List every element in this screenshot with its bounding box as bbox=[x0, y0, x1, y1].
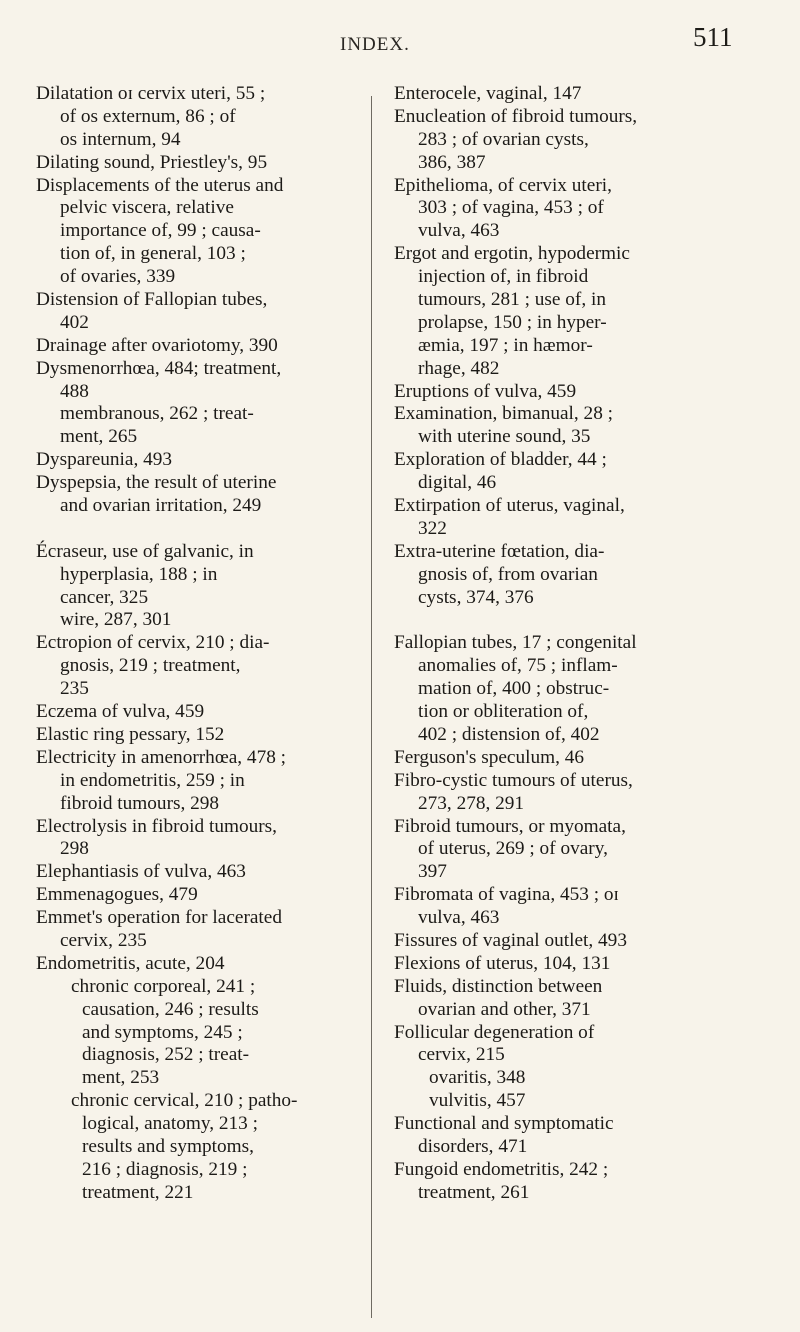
index-subline: hyperplasia, 188 ; in bbox=[60, 563, 218, 585]
index-entry: Ferguson's speculum, 46 bbox=[394, 746, 585, 768]
index-subline: chronic cervical, 210 ; patho- bbox=[71, 1090, 298, 1112]
index-entry: Fissures of vaginal outlet, 493 bbox=[394, 929, 627, 951]
index-subline: treatment, 221 bbox=[82, 1181, 194, 1203]
index-subline: 303 ; of vagina, 453 ; of bbox=[418, 197, 604, 219]
index-subline: mation of, 400 ; obstruc- bbox=[418, 678, 610, 700]
index-subline: causation, 246 ; results bbox=[82, 998, 259, 1020]
index-entry: Fluids, distinction between bbox=[394, 975, 603, 997]
index-entry: Ergot and ergotin, hypodermic bbox=[394, 243, 630, 265]
index-entry: Elephantiasis of vulva, 463 bbox=[36, 861, 246, 883]
index-subline: 488 bbox=[60, 380, 89, 402]
index-entry: Exploration of bladder, 44 ; bbox=[394, 449, 607, 471]
index-entry: Ectropion of cervix, 210 ; dia- bbox=[36, 632, 270, 654]
index-entry: Flexions of uterus, 104, 131 bbox=[394, 952, 611, 974]
index-subline: 273, 278, 291 bbox=[418, 792, 525, 814]
index-subline: disorders, 471 bbox=[418, 1135, 528, 1157]
index-subline: 402 ; distension of, 402 bbox=[418, 723, 600, 745]
index-entry: Fibromata of vagina, 453 ; oɪ bbox=[394, 884, 619, 906]
index-entry: Dysmenorrhœa, 484; treatment, bbox=[36, 357, 282, 379]
index-subline: digital, 46 bbox=[418, 472, 497, 494]
index-subline: gnosis of, from ovarian bbox=[418, 563, 598, 585]
index-entry: Fungoid endometritis, 242 ; bbox=[394, 1158, 609, 1180]
index-subline: tion or obliteration of, bbox=[418, 701, 589, 723]
entry-gap bbox=[36, 518, 366, 541]
index-entry: Enucleation of fibroid tumours, bbox=[394, 105, 638, 127]
index-subline: cervix, 215 bbox=[418, 1044, 505, 1066]
index-entry: Enterocele, vaginal, 147 bbox=[394, 83, 582, 104]
index-subline: of uterus, 269 ; of ovary, bbox=[418, 838, 608, 860]
index-subline: diagnosis, 252 ; treat- bbox=[82, 1044, 250, 1066]
page-header bbox=[0, 22, 800, 72]
index-subline: and symptoms, 245 ; bbox=[82, 1021, 243, 1043]
index-entry: Displacements of the uterus and bbox=[36, 174, 284, 196]
index-entry: Examination, bimanual, 28 ; bbox=[394, 403, 614, 425]
index-entry: Extra-uterine fœtation, dia- bbox=[394, 540, 605, 562]
index-entry: Eczema of vulva, 459 bbox=[36, 701, 205, 723]
index-entry: Electrolysis in fibroid tumours, bbox=[36, 815, 277, 837]
index-entry: Emmenagogues, 479 bbox=[36, 884, 198, 906]
index-subline: 386, 387 bbox=[418, 151, 486, 173]
entry-gap bbox=[394, 609, 764, 632]
index-entry: Follicular degeneration of bbox=[394, 1021, 595, 1043]
index-subline: in endometritis, 259 ; in bbox=[60, 769, 245, 791]
index-subline: 402 bbox=[60, 311, 89, 333]
index-entry: Dilating sound, Priestley's, 95 bbox=[36, 151, 268, 173]
index-subline: results and symptoms, bbox=[82, 1135, 254, 1157]
index-subline: 322 bbox=[418, 517, 447, 539]
index-entry: Fallopian tubes, 17 ; congenital bbox=[394, 632, 637, 654]
index-subline: ovarian and other, 371 bbox=[418, 998, 591, 1020]
index-entry: Fibro-cystic tumours of uterus, bbox=[394, 769, 633, 791]
index-subline: tumours, 281 ; use of, in bbox=[418, 289, 606, 311]
index-subline: and ovarian irritation, 249 bbox=[60, 495, 262, 517]
index-subline: ovaritis, 348 bbox=[429, 1067, 526, 1089]
index-subline: 397 bbox=[418, 861, 447, 883]
index-subline: vulva, 463 bbox=[418, 220, 500, 242]
index-subline: ment, 253 bbox=[82, 1067, 160, 1089]
index-entry: Drainage after ovariotomy, 390 bbox=[36, 334, 278, 356]
index-subline: 298 bbox=[60, 838, 89, 860]
index-entry: Fibroid tumours, or myomata, bbox=[394, 815, 626, 837]
index-subline: rhage, 482 bbox=[418, 357, 500, 379]
index-entry: Endometritis, acute, 204 bbox=[36, 952, 225, 974]
index-subline: pelvic viscera, relative bbox=[60, 197, 234, 219]
index-entry: Electricity in amenorrhœa, 478 ; bbox=[36, 746, 287, 768]
index-subline: importance of, 99 ; causa- bbox=[60, 220, 261, 242]
index-subline: of ovaries, 339 bbox=[60, 266, 176, 288]
index-entry: Dyspepsia, the result of uterine bbox=[36, 472, 277, 494]
index-entry: Emmet's operation for lacerated bbox=[36, 907, 282, 929]
index-subline: of os externum, 86 ; of bbox=[60, 105, 236, 127]
index-subline: cervix, 235 bbox=[60, 929, 147, 951]
index-entry: Functional and symptomatic bbox=[394, 1113, 614, 1135]
index-subline: 216 ; diagnosis, 219 ; bbox=[82, 1158, 248, 1180]
index-subline: vulva, 463 bbox=[418, 907, 500, 929]
index-subline: wire, 287, 301 bbox=[60, 609, 172, 631]
column-divider bbox=[371, 96, 372, 1318]
index-subline: membranous, 262 ; treat- bbox=[60, 403, 254, 425]
index-subline: gnosis, 219 ; treatment, bbox=[60, 655, 241, 677]
index-subline: injection of, in fibroid bbox=[418, 266, 589, 288]
index-subline: cancer, 325 bbox=[60, 586, 149, 608]
index-subline: anomalies of, 75 ; inflam- bbox=[418, 655, 618, 677]
index-subline: vulvitis, 457 bbox=[429, 1090, 526, 1112]
index-subline: with uterine sound, 35 bbox=[418, 426, 591, 448]
index-subline: tion of, in general, 103 ; bbox=[60, 243, 246, 265]
index-subline: chronic corporeal, 241 ; bbox=[71, 975, 256, 997]
index-subline: os internum, 94 bbox=[60, 128, 181, 150]
index-subline: ment, 265 bbox=[60, 426, 138, 448]
page-number: 511 bbox=[693, 22, 733, 52]
index-column-right bbox=[394, 83, 764, 1205]
index-entry: Écraseur, use of galvanic, in bbox=[36, 540, 254, 562]
index-entry: Epithelioma, of cervix uteri, bbox=[394, 174, 612, 196]
index-entry: Elastic ring pessary, 152 bbox=[36, 723, 225, 745]
index-entry: Dilatation oɪ cervix uteri, 55 ; bbox=[36, 83, 266, 104]
index-subline: 235 bbox=[60, 678, 89, 700]
index-subline: treatment, 261 bbox=[418, 1181, 530, 1203]
index-subline: fibroid tumours, 298 bbox=[60, 792, 220, 814]
index-subline: æmia, 197 ; in hæmor- bbox=[418, 334, 593, 356]
index-subline: 283 ; of ovarian cysts, bbox=[418, 128, 589, 150]
index-subline: cysts, 374, 376 bbox=[418, 586, 534, 608]
index-column-left bbox=[36, 83, 366, 1205]
index-entry: Distension of Fallopian tubes, bbox=[36, 289, 268, 311]
index-subline: logical, anatomy, 213 ; bbox=[82, 1113, 258, 1135]
index-entry: Dyspareunia, 493 bbox=[36, 449, 173, 471]
running-head: INDEX. bbox=[340, 34, 410, 55]
index-entry: Extirpation of uterus, vaginal, bbox=[394, 495, 625, 517]
index-entry: Eruptions of vulva, 459 bbox=[394, 380, 577, 402]
index-subline: prolapse, 150 ; in hyper- bbox=[418, 311, 607, 333]
